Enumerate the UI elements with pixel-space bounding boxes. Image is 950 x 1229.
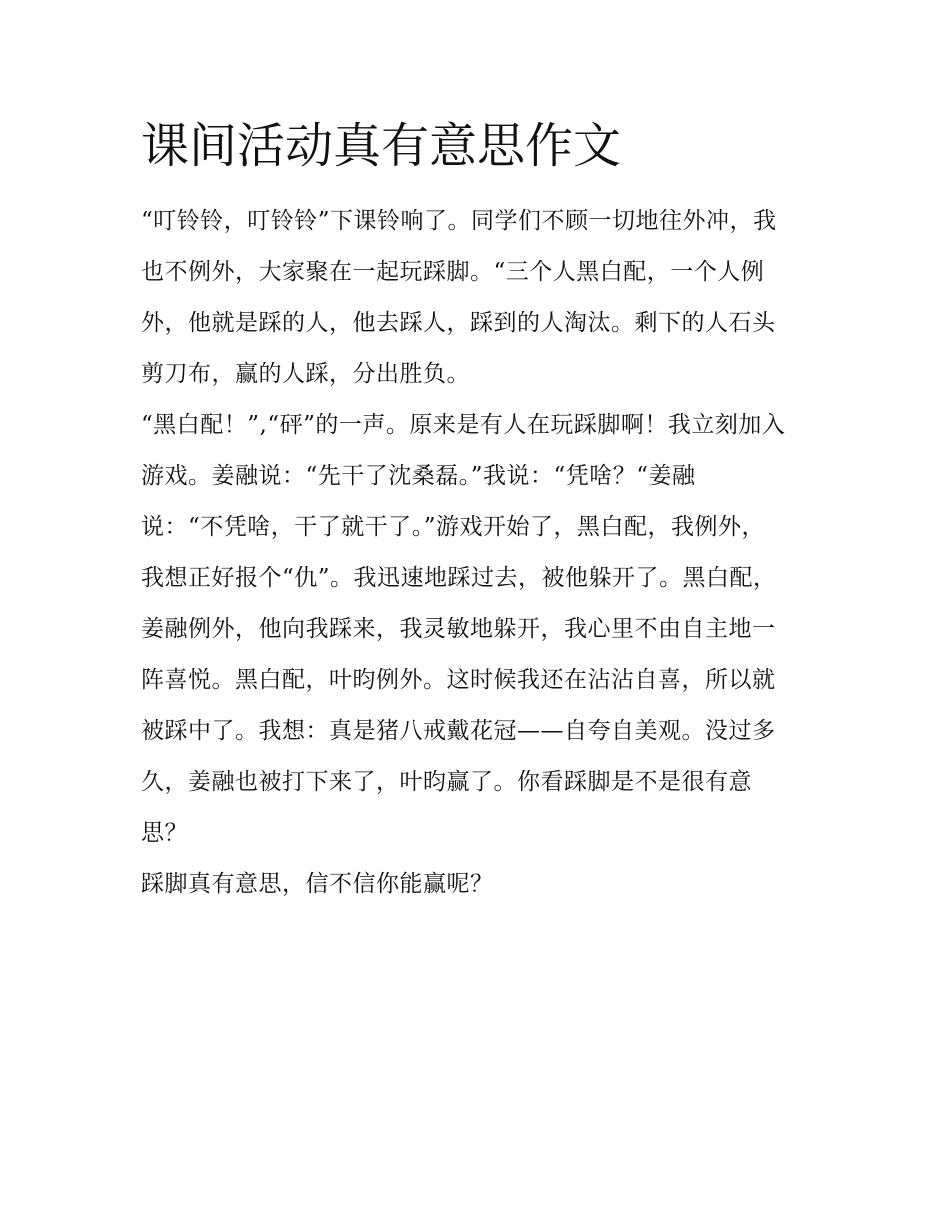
- body-line: 思？: [141, 820, 188, 846]
- body-line: 说：“不凭啥，干了就干了。”游戏开始了，黑白配，我例外，: [141, 514, 766, 540]
- body-line: 剪刀布，赢的人踩，分出胜负。: [141, 361, 470, 387]
- body-line: 姜融例外，他向我踩来，我灵敏地躲开，我心里不由自主地一: [141, 616, 776, 642]
- body-line: 外，他就是踩的人，他去踩人，踩到的人淘汰。剩下的人石头: [141, 310, 776, 336]
- body-line: 游戏。姜融说：“先干了沈桑磊。”我说：“凭啥？“姜融: [141, 463, 696, 489]
- body-line: 久，姜融也被打下来了，叶昀赢了。你看踩脚是不是很有意: [141, 769, 752, 795]
- document-body: [141, 196, 821, 910]
- body-line: “黑白配！”,“砰”的一声。原来是有人在玩踩脚啊！我立刻加入: [141, 412, 786, 438]
- body-line: 被踩中了。我想：真是猪八戒戴花冠——自夸自美观。没过多: [141, 718, 776, 744]
- body-line: 踩脚真有意思，信不信你能赢呢？: [141, 871, 494, 897]
- body-line: 也不例外，大家聚在一起玩踩脚。“三个人黑白配，一个人例: [141, 259, 765, 285]
- body-line: 我想正好报个“仇”。我迅速地踩过去，被他躲开了。黑白配，: [141, 565, 777, 591]
- document-title: 课间活动真有意思作文: [141, 118, 622, 174]
- body-line: “叮铃铃，叮铃铃”下课铃响了。同学们不顾一切地往外冲，我: [141, 208, 777, 234]
- body-line: 阵喜悦。黑白配，叶昀例外。这时候我还在沾沾自喜，所以就: [141, 667, 776, 693]
